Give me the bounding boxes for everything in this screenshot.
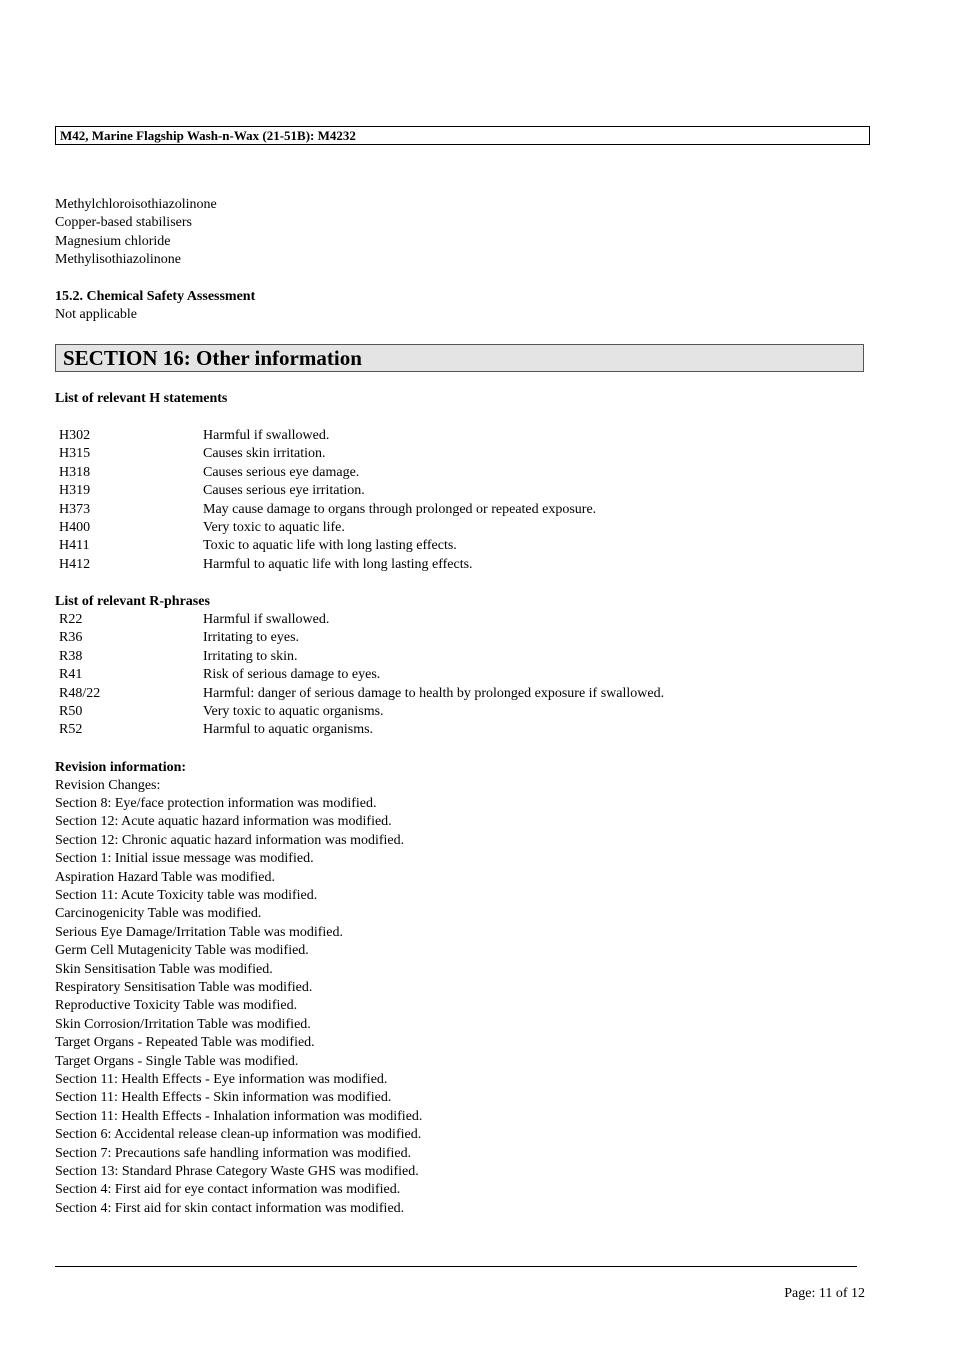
statement-code: H319: [59, 483, 91, 499]
ingredient-item: Copper-based stabilisers: [55, 215, 192, 230]
revision-change-item: Section 11: Health Effects - Eye information was modified.: [55, 1072, 388, 1087]
revision-change-item: Target Organs - Single Table was modified.: [55, 1053, 299, 1069]
footer-rule: [55, 1266, 857, 1267]
h-statements-heading: List of relevant H statements: [55, 391, 228, 406]
statement-code: R22: [59, 612, 83, 627]
revision-change-item: Section 7: Precautions safe handling information was modified.: [55, 1145, 412, 1161]
statement-text: Irritating to skin.: [203, 648, 298, 664]
statement-text: Toxic to aquatic life with long lasting effects.: [203, 538, 457, 554]
page-number: Page: 11 of 12: [784, 1286, 865, 1301]
revision-change-item: Carcinogenicity Table was modified.: [55, 906, 262, 922]
revision-change-item: Section 11: Acute Toxicity table was modified.: [55, 888, 318, 903]
revision-change-item: Section 1: Initial issue message was modified.: [55, 851, 314, 867]
statement-text: Risk of serious damage to eyes.: [203, 667, 381, 683]
statement-text: Very toxic to aquatic organisms.: [203, 704, 384, 719]
section-16-title: SECTION 16: Other information: [55, 344, 864, 372]
statement-text: Causes skin irritation.: [203, 446, 326, 462]
statement-code: H411: [59, 538, 90, 554]
csa-text: Not applicable: [55, 307, 138, 322]
statement-text: May cause damage to organs through prolonged or repeated exposure.: [203, 501, 597, 517]
statement-text: Causes serious eye damage.: [203, 464, 360, 480]
revision-change-item: Aspiration Hazard Table was modified.: [55, 869, 275, 885]
revision-change-item: Serious Eye Damage/Irritation Table was modified.: [55, 924, 344, 940]
statement-code: R36: [59, 630, 83, 646]
statement-code: H318: [59, 464, 91, 480]
revision-change-item: Section 12: Acute aquatic hazard information was modified.: [55, 814, 392, 830]
statement-code: H373: [59, 501, 91, 517]
statement-text: Very toxic to aquatic life.: [203, 520, 345, 535]
statement-code: H400: [59, 520, 91, 535]
statement-code: R38: [59, 648, 83, 664]
ingredient-item: Methylisothiazolinone: [55, 252, 181, 267]
revision-change-item: Skin Sensitisation Table was modified.: [55, 961, 273, 977]
statement-code: R50: [59, 704, 83, 719]
statement-text: Harmful to aquatic life with long lasting effects.: [203, 556, 473, 572]
document-header: M42, Marine Flagship Wash-n-Wax (21-51B): M4232: [55, 126, 870, 145]
revision-change-item: Respiratory Sensitisation Table was modified.: [55, 980, 313, 995]
revision-change-item: Reproductive Toxicity Table was modified.: [55, 998, 298, 1014]
revision-heading: Revision information:: [55, 760, 187, 775]
revision-change-item: Section 4: First aid for skin contact information was modified.: [55, 1200, 405, 1216]
revision-change-item: Section 11: Health Effects - Inhalation information was modified.: [55, 1108, 423, 1124]
revision-change-item: Section 13: Standard Phrase Category Waste GHS was modified.: [55, 1164, 419, 1179]
statement-text: Harmful: danger of serious damage to health by prolonged exposure if swallowed.: [203, 685, 665, 701]
revision-change-item: Section 11: Health Effects - Skin information was modified.: [55, 1090, 392, 1106]
revision-subheading: Revision Changes:: [55, 778, 161, 793]
statement-text: Harmful if swallowed.: [203, 428, 330, 443]
statement-code: H412: [59, 556, 91, 572]
revision-change-item: Section 6: Accidental release clean-up information was modified.: [55, 1127, 422, 1143]
revision-change-item: Germ Cell Mutagenicity Table was modified.: [55, 943, 309, 959]
revision-change-item: Skin Corrosion/Irritation Table was modified.: [55, 1016, 311, 1032]
statement-code: R52: [59, 722, 83, 738]
revision-change-item: Section 8: Eye/face protection information was modified.: [55, 796, 377, 811]
r-phrases-heading: List of relevant R-phrases: [55, 594, 210, 609]
statement-code: H315: [59, 446, 91, 462]
statement-text: Harmful if swallowed.: [203, 612, 330, 627]
revision-change-item: Section 4: First aid for eye contact information was modified.: [55, 1182, 401, 1198]
csa-heading: 15.2. Chemical Safety Assessment: [55, 289, 256, 304]
statement-code: H302: [59, 428, 91, 443]
statement-code: R48/22: [59, 685, 101, 701]
ingredient-item: Magnesium chloride: [55, 234, 171, 249]
statement-text: Irritating to eyes.: [203, 630, 300, 646]
statement-code: R41: [59, 667, 83, 683]
statement-text: Harmful to aquatic organisms.: [203, 722, 374, 738]
revision-change-item: Target Organs - Repeated Table was modified.: [55, 1035, 315, 1051]
revision-change-item: Section 12: Chronic aquatic hazard information was modified.: [55, 832, 405, 848]
statement-text: Causes serious eye irritation.: [203, 483, 365, 499]
ingredient-item: Methylchloroisothiazolinone: [55, 197, 217, 212]
